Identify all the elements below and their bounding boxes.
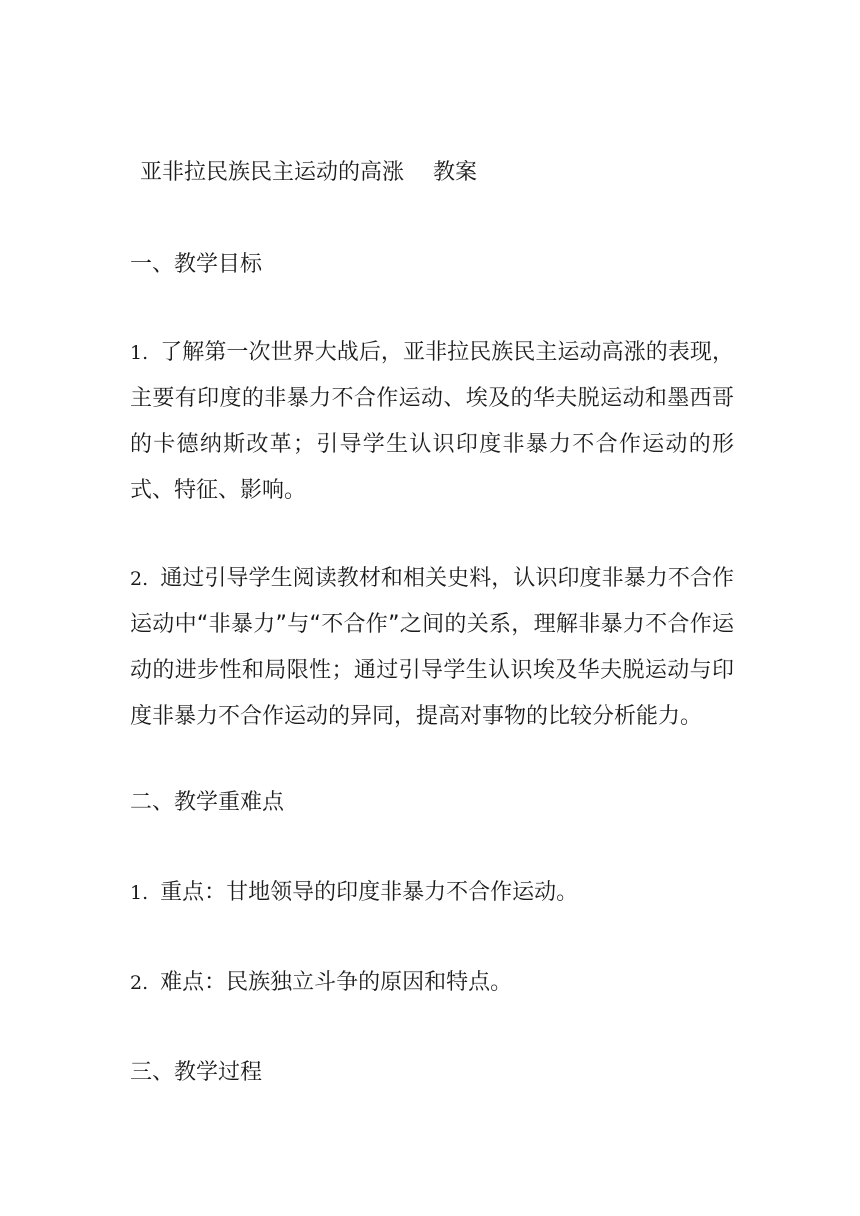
item-text: 通过引导学生阅读教材和相关史料，认识印度非暴力不合作运动中“非暴力”与“不合作”之间的关系，理解非暴力不合作运动的进步性和局限性；通过引导学生认识埃及华夫脱运动与印度非暴力不合作运动的异同，提高对事物的比较分析能力。: [130, 566, 734, 729]
item-text: 了解第一次世界大战后，亚非拉民族民主运动高涨的表现，主要有印度的非暴力不合作运动、埃及的华夫脱运动和墨西哥的卡德纳斯改革；引导学生认识印度非暴力不合作运动的形式、特征、影响。: [130, 340, 734, 503]
item-number: 1.: [130, 882, 149, 904]
item-number: 2.: [130, 972, 149, 994]
document-title: 亚非拉民族民主运动的高涨 教案: [140, 160, 477, 185]
item-text: 难点：民族独立斗争的原因和特点。: [160, 970, 513, 995]
section-heading-key-points: 二、教学重难点: [130, 790, 285, 815]
section-heading-objectives: 一、教学目标: [130, 252, 263, 277]
item-number: 1.: [130, 342, 149, 364]
key-point-item-2: [130, 966, 512, 1000]
objective-item-2: [130, 556, 734, 740]
item-number: 2.: [130, 568, 149, 590]
item-text: 重点：甘地领导的印度非暴力不合作运动。: [160, 880, 579, 905]
section-heading-process: 三、教学过程: [130, 1060, 263, 1085]
key-point-item-1: [130, 876, 578, 910]
objective-item-1: [130, 330, 734, 514]
